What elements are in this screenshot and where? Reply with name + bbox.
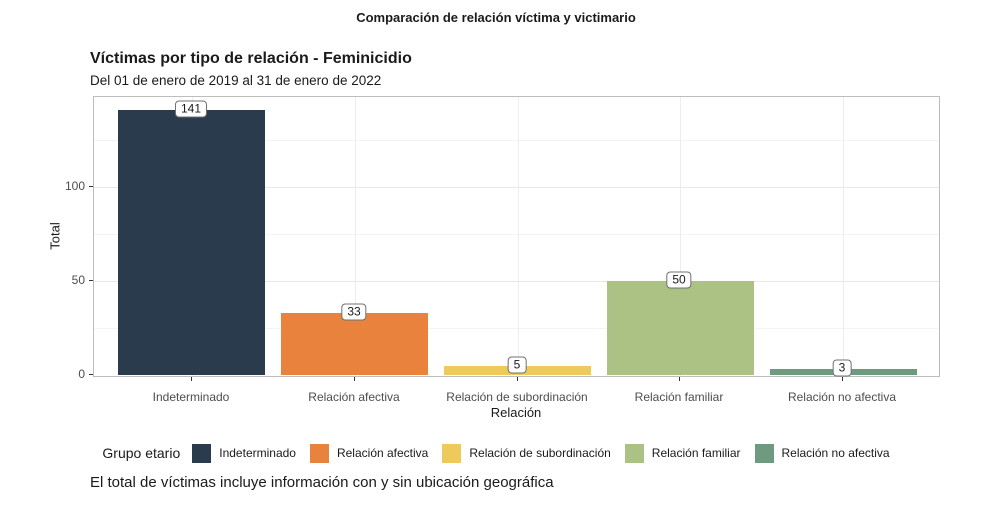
y-tick-label: 100 <box>64 179 85 193</box>
x-tick-label: Relación afectiva <box>308 390 400 404</box>
legend-swatch <box>310 444 329 463</box>
legend-item-label: Indeterminado <box>219 446 296 460</box>
legend-swatch <box>192 444 211 463</box>
legend-item[interactable] <box>755 444 890 463</box>
x-axis-title: Relación <box>490 405 542 420</box>
bar[interactable] <box>281 313 428 375</box>
x-tick-label: Relación familiar <box>634 390 724 404</box>
chart-subtitle: Del 01 de enero de 2019 al 31 de enero de 2022 <box>90 73 382 88</box>
plot-panel <box>93 96 940 377</box>
x-tick-label: Relación de subordinación <box>446 390 588 404</box>
bar[interactable] <box>118 110 265 375</box>
x-tick-label: Indeterminado <box>152 390 230 404</box>
page-title: Comparación de relación víctima y victimario <box>356 10 636 25</box>
y-tick <box>89 374 93 375</box>
x-tick-label: Relación no afectiva <box>787 390 897 404</box>
legend-item-label: Relación no afectiva <box>781 446 890 460</box>
bar-value-label: 3 <box>833 360 852 377</box>
legend-item[interactable] <box>192 444 296 463</box>
chart-caption: El total de víctimas incluye información con y sin ubicación geográfica <box>90 474 554 491</box>
y-axis-title: Total <box>47 222 63 250</box>
x-tick <box>191 377 192 381</box>
legend-title: Grupo etario <box>102 445 181 461</box>
bar-value-label: 33 <box>341 304 366 321</box>
gridline-x <box>843 97 844 376</box>
x-tick <box>842 377 843 381</box>
bar-value-label: 50 <box>666 272 691 289</box>
legend-item-label: Relación afectiva <box>336 446 429 460</box>
legend <box>0 440 992 466</box>
legend-swatch <box>755 444 774 463</box>
gridline-x <box>518 97 519 376</box>
y-tick-label: 0 <box>78 367 85 381</box>
legend-item[interactable] <box>310 444 428 463</box>
x-tick <box>517 377 518 381</box>
x-tick <box>679 377 680 381</box>
legend-item[interactable] <box>625 444 741 463</box>
legend-item-label: Relación de subordinación <box>469 446 611 460</box>
legend-item[interactable] <box>442 444 610 463</box>
y-tick-label: 50 <box>71 273 85 287</box>
x-tick <box>354 377 355 381</box>
chart-title: Víctimas por tipo de relación - Feminicidio <box>90 50 412 67</box>
y-tick <box>89 280 93 281</box>
legend-swatch <box>625 444 644 463</box>
legend-item-label: Relación familiar <box>651 446 741 460</box>
legend-swatch <box>442 444 461 463</box>
bar-value-label: 5 <box>508 357 527 374</box>
y-tick <box>89 186 93 187</box>
bar[interactable] <box>607 281 754 375</box>
bar-value-label: 141 <box>175 101 207 118</box>
